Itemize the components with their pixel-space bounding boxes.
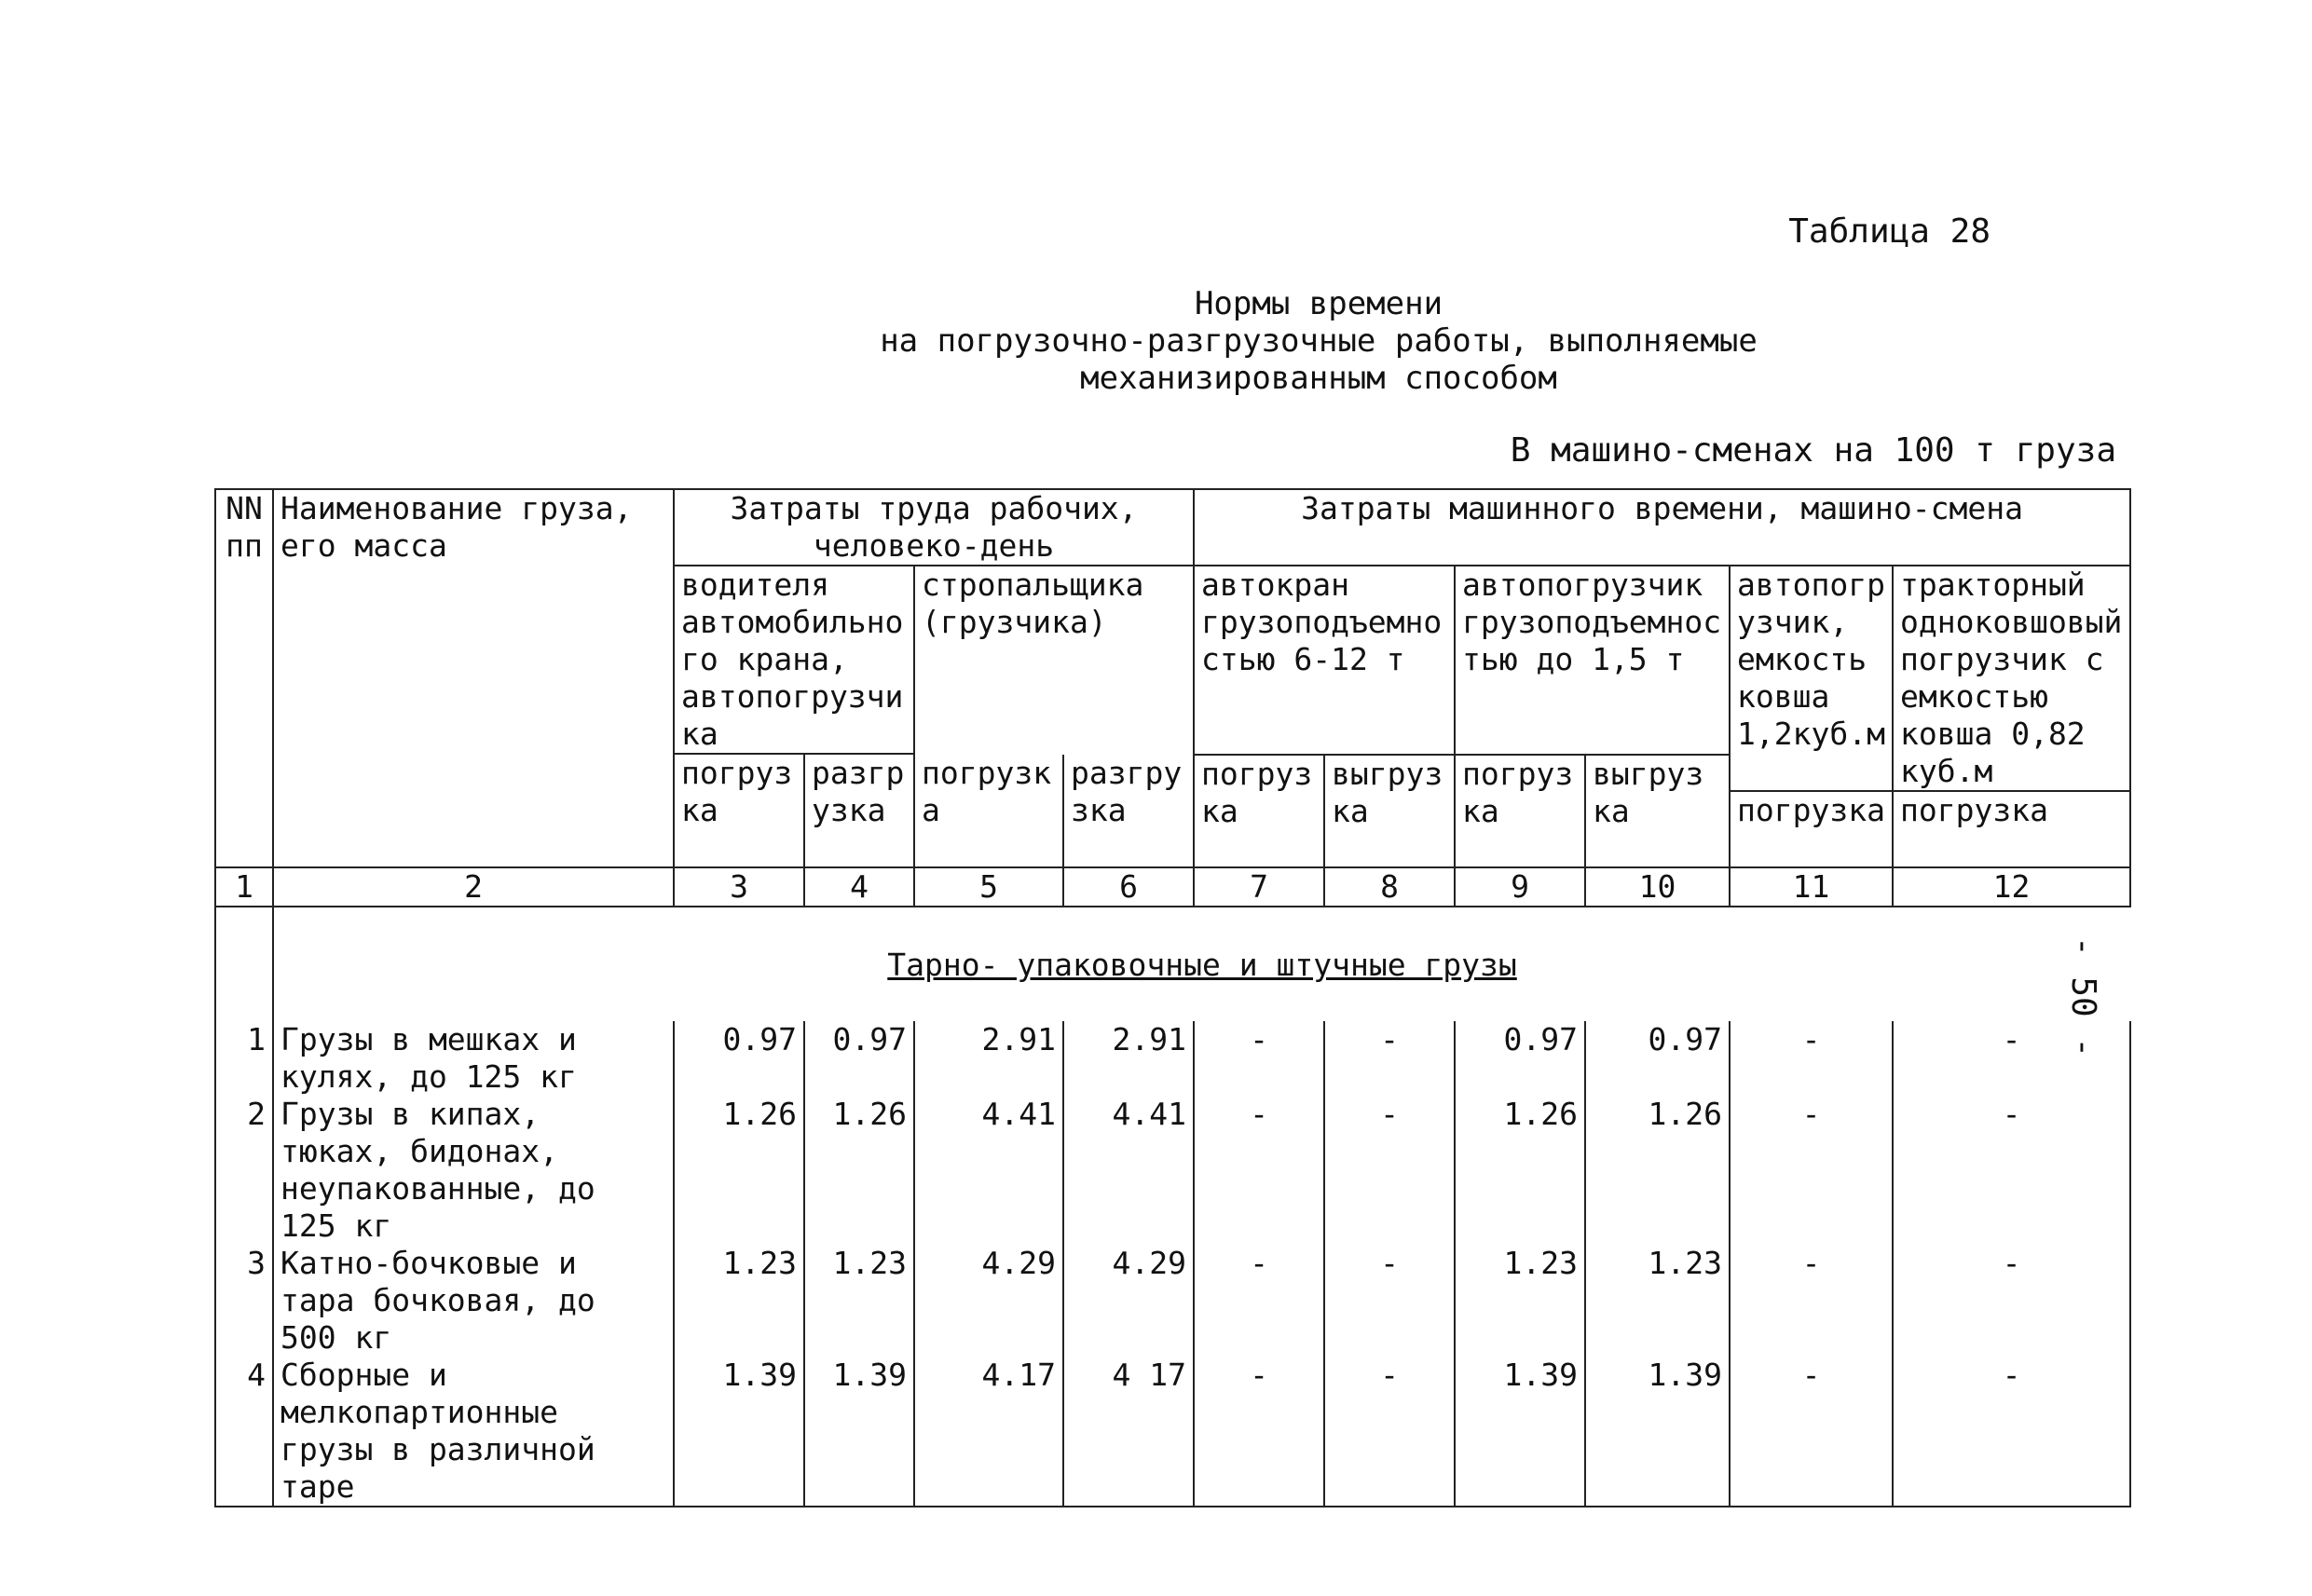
header-slinger: стропальщика (грузчика) xyxy=(914,566,1194,755)
value-cell: - xyxy=(1730,1096,1893,1245)
value-cell: - xyxy=(1893,1096,2130,1245)
value-cell: - xyxy=(1324,1357,1455,1507)
cargo-name: Катно-бочковые и тара бочковая, до 500 кг xyxy=(273,1245,674,1357)
row-number: 4 xyxy=(215,1357,273,1507)
cargo-name: Грузы в мешках и кулях, до 125 кг xyxy=(273,1021,674,1096)
value-cell: 0.97 xyxy=(804,1021,914,1096)
col-number: 3 xyxy=(674,867,804,907)
table-row xyxy=(215,1245,2130,1357)
value-cell: 1.23 xyxy=(1455,1245,1585,1357)
header-col10: выгрузка xyxy=(1585,755,1730,867)
header-driver: водителя автомобильного крана, автопогрузчика xyxy=(674,566,914,754)
value-cell: - xyxy=(1194,1021,1324,1096)
value-cell: 0.97 xyxy=(1455,1021,1585,1096)
header-col5: погрузка xyxy=(914,755,1063,867)
header-name: Наименование груза, его масса xyxy=(273,489,674,867)
value-cell: - xyxy=(1893,1021,2130,1096)
value-cell: - xyxy=(1893,1245,2130,1357)
title-line: Нормы времени xyxy=(1194,285,1443,322)
row-number: 3 xyxy=(215,1245,273,1357)
page-number: - 50 - xyxy=(2064,936,2102,1058)
table-row xyxy=(215,1021,2130,1096)
section-title: Тарно- упаковочные и штучные грузы xyxy=(273,907,2130,1021)
document-title xyxy=(0,285,2312,397)
header-col4: разгрузка xyxy=(804,755,914,867)
value-cell: 4.17 xyxy=(914,1357,1063,1507)
header-forklift: автопогрузчик грузоподъемностью до 1,5 т xyxy=(1455,566,1730,755)
value-cell: - xyxy=(1730,1245,1893,1357)
value-cell: 1.26 xyxy=(804,1096,914,1245)
col-number: 1 xyxy=(215,867,273,907)
title-line: механизированным способом xyxy=(1080,360,1557,397)
title-line: на погрузочно-разгрузочные работы, выполняемые xyxy=(880,322,1758,360)
value-cell: 1.26 xyxy=(1585,1096,1730,1245)
header-autocrane: автокран грузоподъемностью 6-12 т xyxy=(1194,566,1455,755)
header-col6: разгрузка xyxy=(1063,755,1194,867)
cargo-name: Сборные и мелкопартионные грузы в различной таре xyxy=(273,1357,674,1507)
col-number: 4 xyxy=(804,867,914,907)
section-nn-cell xyxy=(215,907,273,1021)
value-cell: 1.26 xyxy=(674,1096,804,1245)
col-number: 10 xyxy=(1585,867,1730,907)
value-cell: 2.91 xyxy=(914,1021,1063,1096)
value-cell: 1.39 xyxy=(1455,1357,1585,1507)
value-cell: 4 17 xyxy=(1063,1357,1194,1507)
header-col7: погрузка xyxy=(1194,755,1324,867)
value-cell: 1.26 xyxy=(1455,1096,1585,1245)
value-cell: - xyxy=(1730,1021,1893,1096)
units-caption: В машино-сменах на 100 т груза xyxy=(1510,431,2116,470)
value-cell: - xyxy=(1324,1245,1455,1357)
value-cell: 0.97 xyxy=(674,1021,804,1096)
value-cell: 0.97 xyxy=(1585,1021,1730,1096)
value-cell: - xyxy=(1194,1245,1324,1357)
col-number: 6 xyxy=(1063,867,1194,907)
col-number: 8 xyxy=(1324,867,1455,907)
col-number: 12 xyxy=(1893,867,2130,907)
header-tractor: тракторный одноковшовый погрузчик с емкостью ковша 0,82 куб.м xyxy=(1893,566,2130,791)
value-cell: 1.39 xyxy=(1585,1357,1730,1507)
norms-table xyxy=(214,488,2131,1507)
value-cell: - xyxy=(1194,1096,1324,1245)
col-number: 9 xyxy=(1455,867,1585,907)
value-cell: 1.23 xyxy=(804,1245,914,1357)
table-row xyxy=(215,1096,2130,1245)
header-col8: выгрузка xyxy=(1324,755,1455,867)
table-label: Таблица 28 xyxy=(1788,212,1991,251)
header-col3: погрузка xyxy=(674,755,804,867)
value-cell: 1.39 xyxy=(674,1357,804,1507)
header-nn: NN пп xyxy=(215,489,273,867)
value-cell: - xyxy=(1730,1357,1893,1507)
col-number: 2 xyxy=(273,867,674,907)
col-number: 11 xyxy=(1730,867,1893,907)
cargo-name: Грузы в кипах, тюках, бидонах, неупакованные, до 125 кг xyxy=(273,1096,674,1245)
value-cell: 1.23 xyxy=(674,1245,804,1357)
header-col12: погрузка xyxy=(1893,791,2130,867)
value-cell: 4.29 xyxy=(914,1245,1063,1357)
row-number: 1 xyxy=(215,1021,273,1096)
value-cell: 2.91 xyxy=(1063,1021,1194,1096)
header-col9: погрузка xyxy=(1455,755,1585,867)
col-number: 5 xyxy=(914,867,1063,907)
value-cell: - xyxy=(1324,1021,1455,1096)
header-col11: погрузка xyxy=(1730,791,1893,867)
value-cell: 4.41 xyxy=(914,1096,1063,1245)
value-cell: 1.39 xyxy=(804,1357,914,1507)
header-machine: Затраты машинного времени, машино-смена xyxy=(1194,489,2130,566)
col-number: 7 xyxy=(1194,867,1324,907)
row-number: 2 xyxy=(215,1096,273,1245)
value-cell: 4.41 xyxy=(1063,1096,1194,1245)
value-cell: - xyxy=(1194,1357,1324,1507)
value-cell: - xyxy=(1324,1096,1455,1245)
value-cell: - xyxy=(1893,1357,2130,1507)
table-row xyxy=(215,1357,2130,1507)
header-labor: Затраты труда рабочих, человеко-день xyxy=(674,489,1194,566)
value-cell: 1.23 xyxy=(1585,1245,1730,1357)
value-cell: 4.29 xyxy=(1063,1245,1194,1357)
header-autoloader: автопогрузчик, емкость ковша 1,2куб.м xyxy=(1730,566,1893,791)
